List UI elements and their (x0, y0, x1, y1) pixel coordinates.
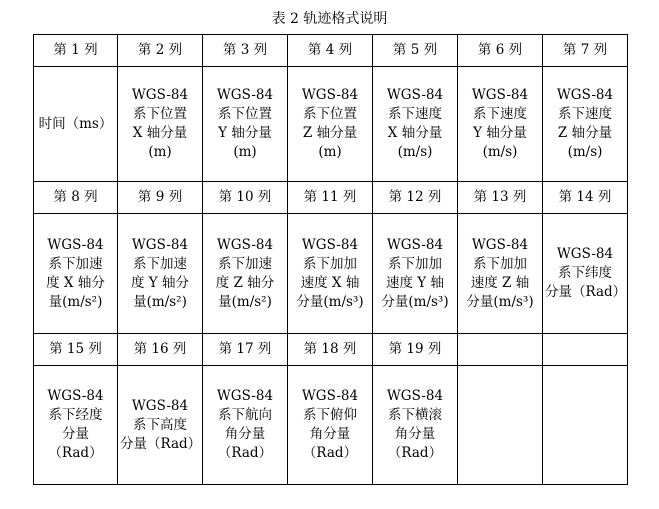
content-cell: WGS-84 系下加加 速度 X 轴 分量(m/s³) (288, 214, 373, 334)
content-row-3 (34, 366, 628, 485)
header-cell: 第 6 列 (458, 35, 543, 67)
header-cell: 第 1 列 (34, 35, 118, 67)
content-cell: WGS-84 系下加速 度 Y 轴分 量(m/s²) (118, 214, 203, 334)
header-cell: 第 2 列 (118, 35, 203, 67)
header-row-2 (34, 182, 628, 214)
header-cell: 第 10 列 (203, 182, 288, 214)
header-cell: 第 5 列 (373, 35, 458, 67)
content-cell: WGS-84 系下速度 Y 轴分量 (m/s) (458, 67, 543, 182)
content-cell: WGS-84 系下速度 X 轴分量 (m/s) (373, 67, 458, 182)
header-cell: 第 18 列 (288, 334, 373, 366)
content-cell: WGS-84 系下横滚 角分量 （Rad） (373, 366, 458, 485)
table-caption: 表 2 轨迹格式说明 (271, 11, 388, 27)
header-cell: 第 17 列 (203, 334, 288, 366)
header-row-3 (34, 334, 628, 366)
content-row-1 (34, 67, 628, 182)
header-cell: 第 7 列 (543, 35, 628, 67)
header-cell: 第 11 列 (288, 182, 373, 214)
empty-content-cell (458, 366, 543, 485)
header-cell: 第 8 列 (34, 182, 118, 214)
content-cell: WGS-84 系下位置 Z 轴分量 (m) (288, 67, 373, 182)
header-cell: 第 3 列 (203, 35, 288, 67)
content-cell: WGS-84 系下纬度 分量（Rad） (543, 214, 628, 334)
header-cell: 第 19 列 (373, 334, 458, 366)
header-cell: 第 16 列 (118, 334, 203, 366)
content-row-2 (34, 214, 628, 334)
content-cell: WGS-84 系下位置 X 轴分量 (m) (118, 67, 203, 182)
header-cell: 第 15 列 (34, 334, 118, 366)
header-cell: 第 4 列 (288, 35, 373, 67)
content-cell: WGS-84 系下经度 分量 （Rad） (34, 366, 118, 485)
content-cell: WGS-84 系下加速 度 X 轴分 量(m/s²) (34, 214, 118, 334)
content-cell: WGS-84 系下加速 度 Z 轴分 量(m/s²) (203, 214, 288, 334)
content-cell: WGS-84 系下高度 分量（Rad） (118, 366, 203, 485)
content-cell: 时间（ms） (34, 67, 118, 182)
content-cell: WGS-84 系下速度 Z 轴分量 (m/s) (543, 67, 628, 182)
empty-header-cell (543, 334, 628, 366)
header-row-1 (34, 35, 628, 67)
trajectory-format-table (33, 34, 628, 485)
header-cell: 第 9 列 (118, 182, 203, 214)
content-cell: WGS-84 系下航向 角分量 （Rad） (203, 366, 288, 485)
content-cell: WGS-84 系下加加 速度 Z 轴 分量(m/s³) (458, 214, 543, 334)
content-cell: WGS-84 系下俯仰 角分量 （Rad） (288, 366, 373, 485)
content-cell: WGS-84 系下位置 Y 轴分量 (m) (203, 67, 288, 182)
header-cell: 第 14 列 (543, 182, 628, 214)
empty-content-cell (543, 366, 628, 485)
header-cell: 第 12 列 (373, 182, 458, 214)
content-cell: WGS-84 系下加加 速度 Y 轴 分量(m/s³) (373, 214, 458, 334)
header-cell: 第 13 列 (458, 182, 543, 214)
empty-header-cell (458, 334, 543, 366)
